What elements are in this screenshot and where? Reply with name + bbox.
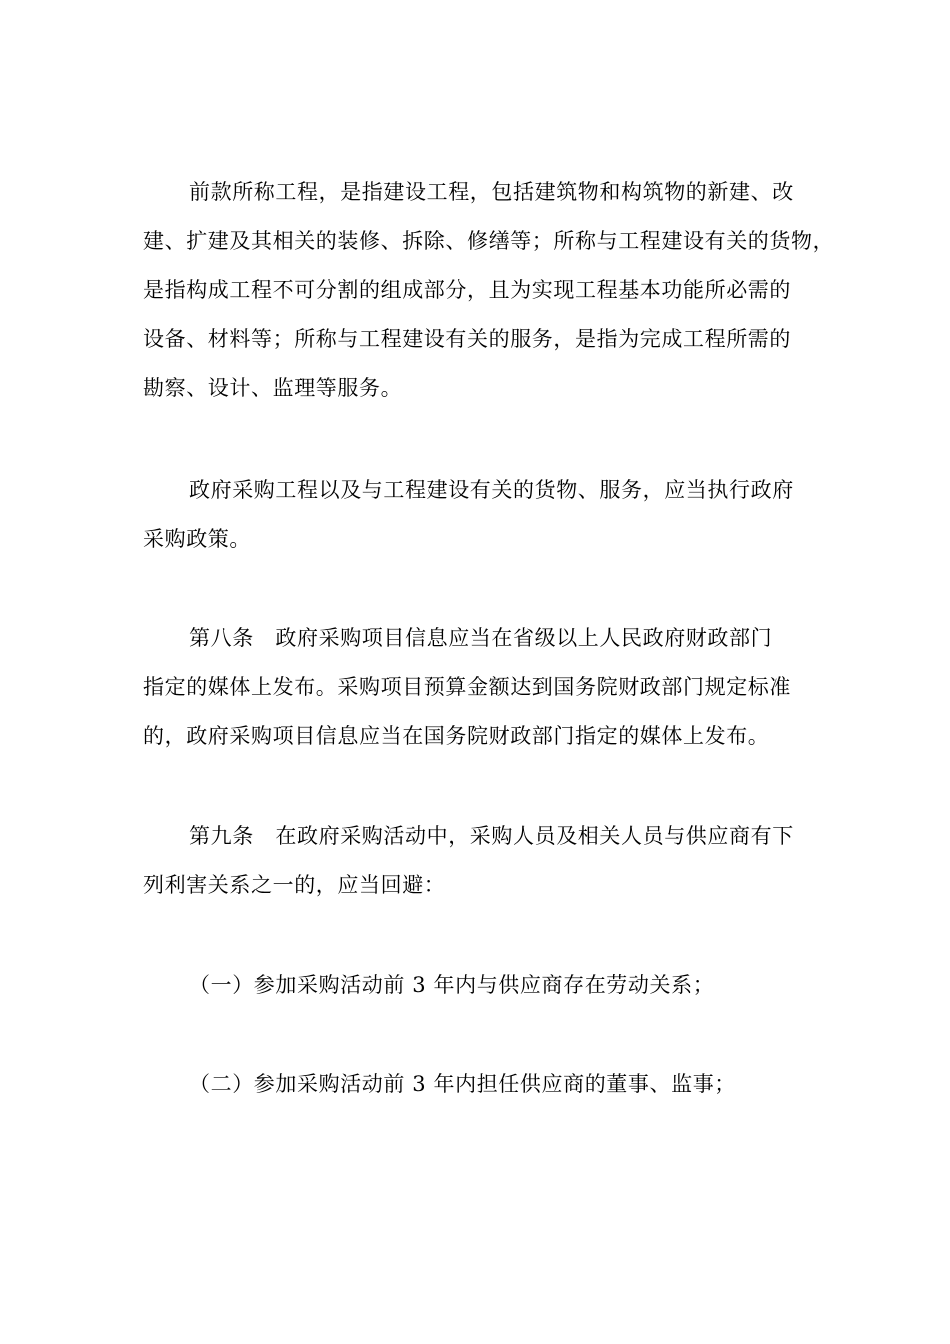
paragraph-article-9: [143, 812, 809, 910]
text-line: 政府采购工程以及与工程建设有关的货物、服务，应当执行政府: [189, 478, 794, 502]
text-line: 第八条 政府采购项目信息应当在省级以上人民政府财政部门: [189, 626, 773, 650]
text-line: 第九条 在政府采购活动中，采购人员及相关人员与供应商有下: [189, 824, 794, 848]
text-line: 勘察、设计、监理等服务。: [143, 376, 403, 400]
text-line: 设备、材料等；所称与工程建设有关的服务，是指为完成工程所需的: [143, 327, 791, 351]
list-item-2: [143, 1060, 809, 1109]
text-line: 指定的媒体上发布。采购项目预算金额达到国务院财政部门规定标准: [143, 675, 791, 699]
text-line: （二）参加采购活动前 3 年内担任供应商的董事、监事；: [189, 1072, 736, 1096]
paragraph-article-8: [143, 614, 809, 761]
paragraph-engineering-definition: [143, 168, 835, 413]
text-line: 的，政府采购项目信息应当在国务院财政部门指定的媒体上发布。: [143, 724, 770, 748]
list-item-1: [143, 961, 809, 1010]
text-line: 采购政策。: [143, 527, 251, 551]
text-line: 建、扩建及其相关的装修、拆除、修缮等；所称与工程建设有关的货物，: [143, 229, 835, 253]
text-line: 列利害关系之一的，应当回避：: [143, 873, 446, 897]
text-line: 前款所称工程，是指建设工程，包括建筑物和构筑物的新建、改: [189, 180, 794, 204]
paragraph-procurement-policy: [143, 466, 809, 564]
text-line: （一）参加采购活动前 3 年内与供应商存在劳动关系；: [189, 973, 715, 997]
text-line: 是指构成工程不可分割的组成部分，且为实现工程基本功能所必需的: [143, 278, 791, 302]
